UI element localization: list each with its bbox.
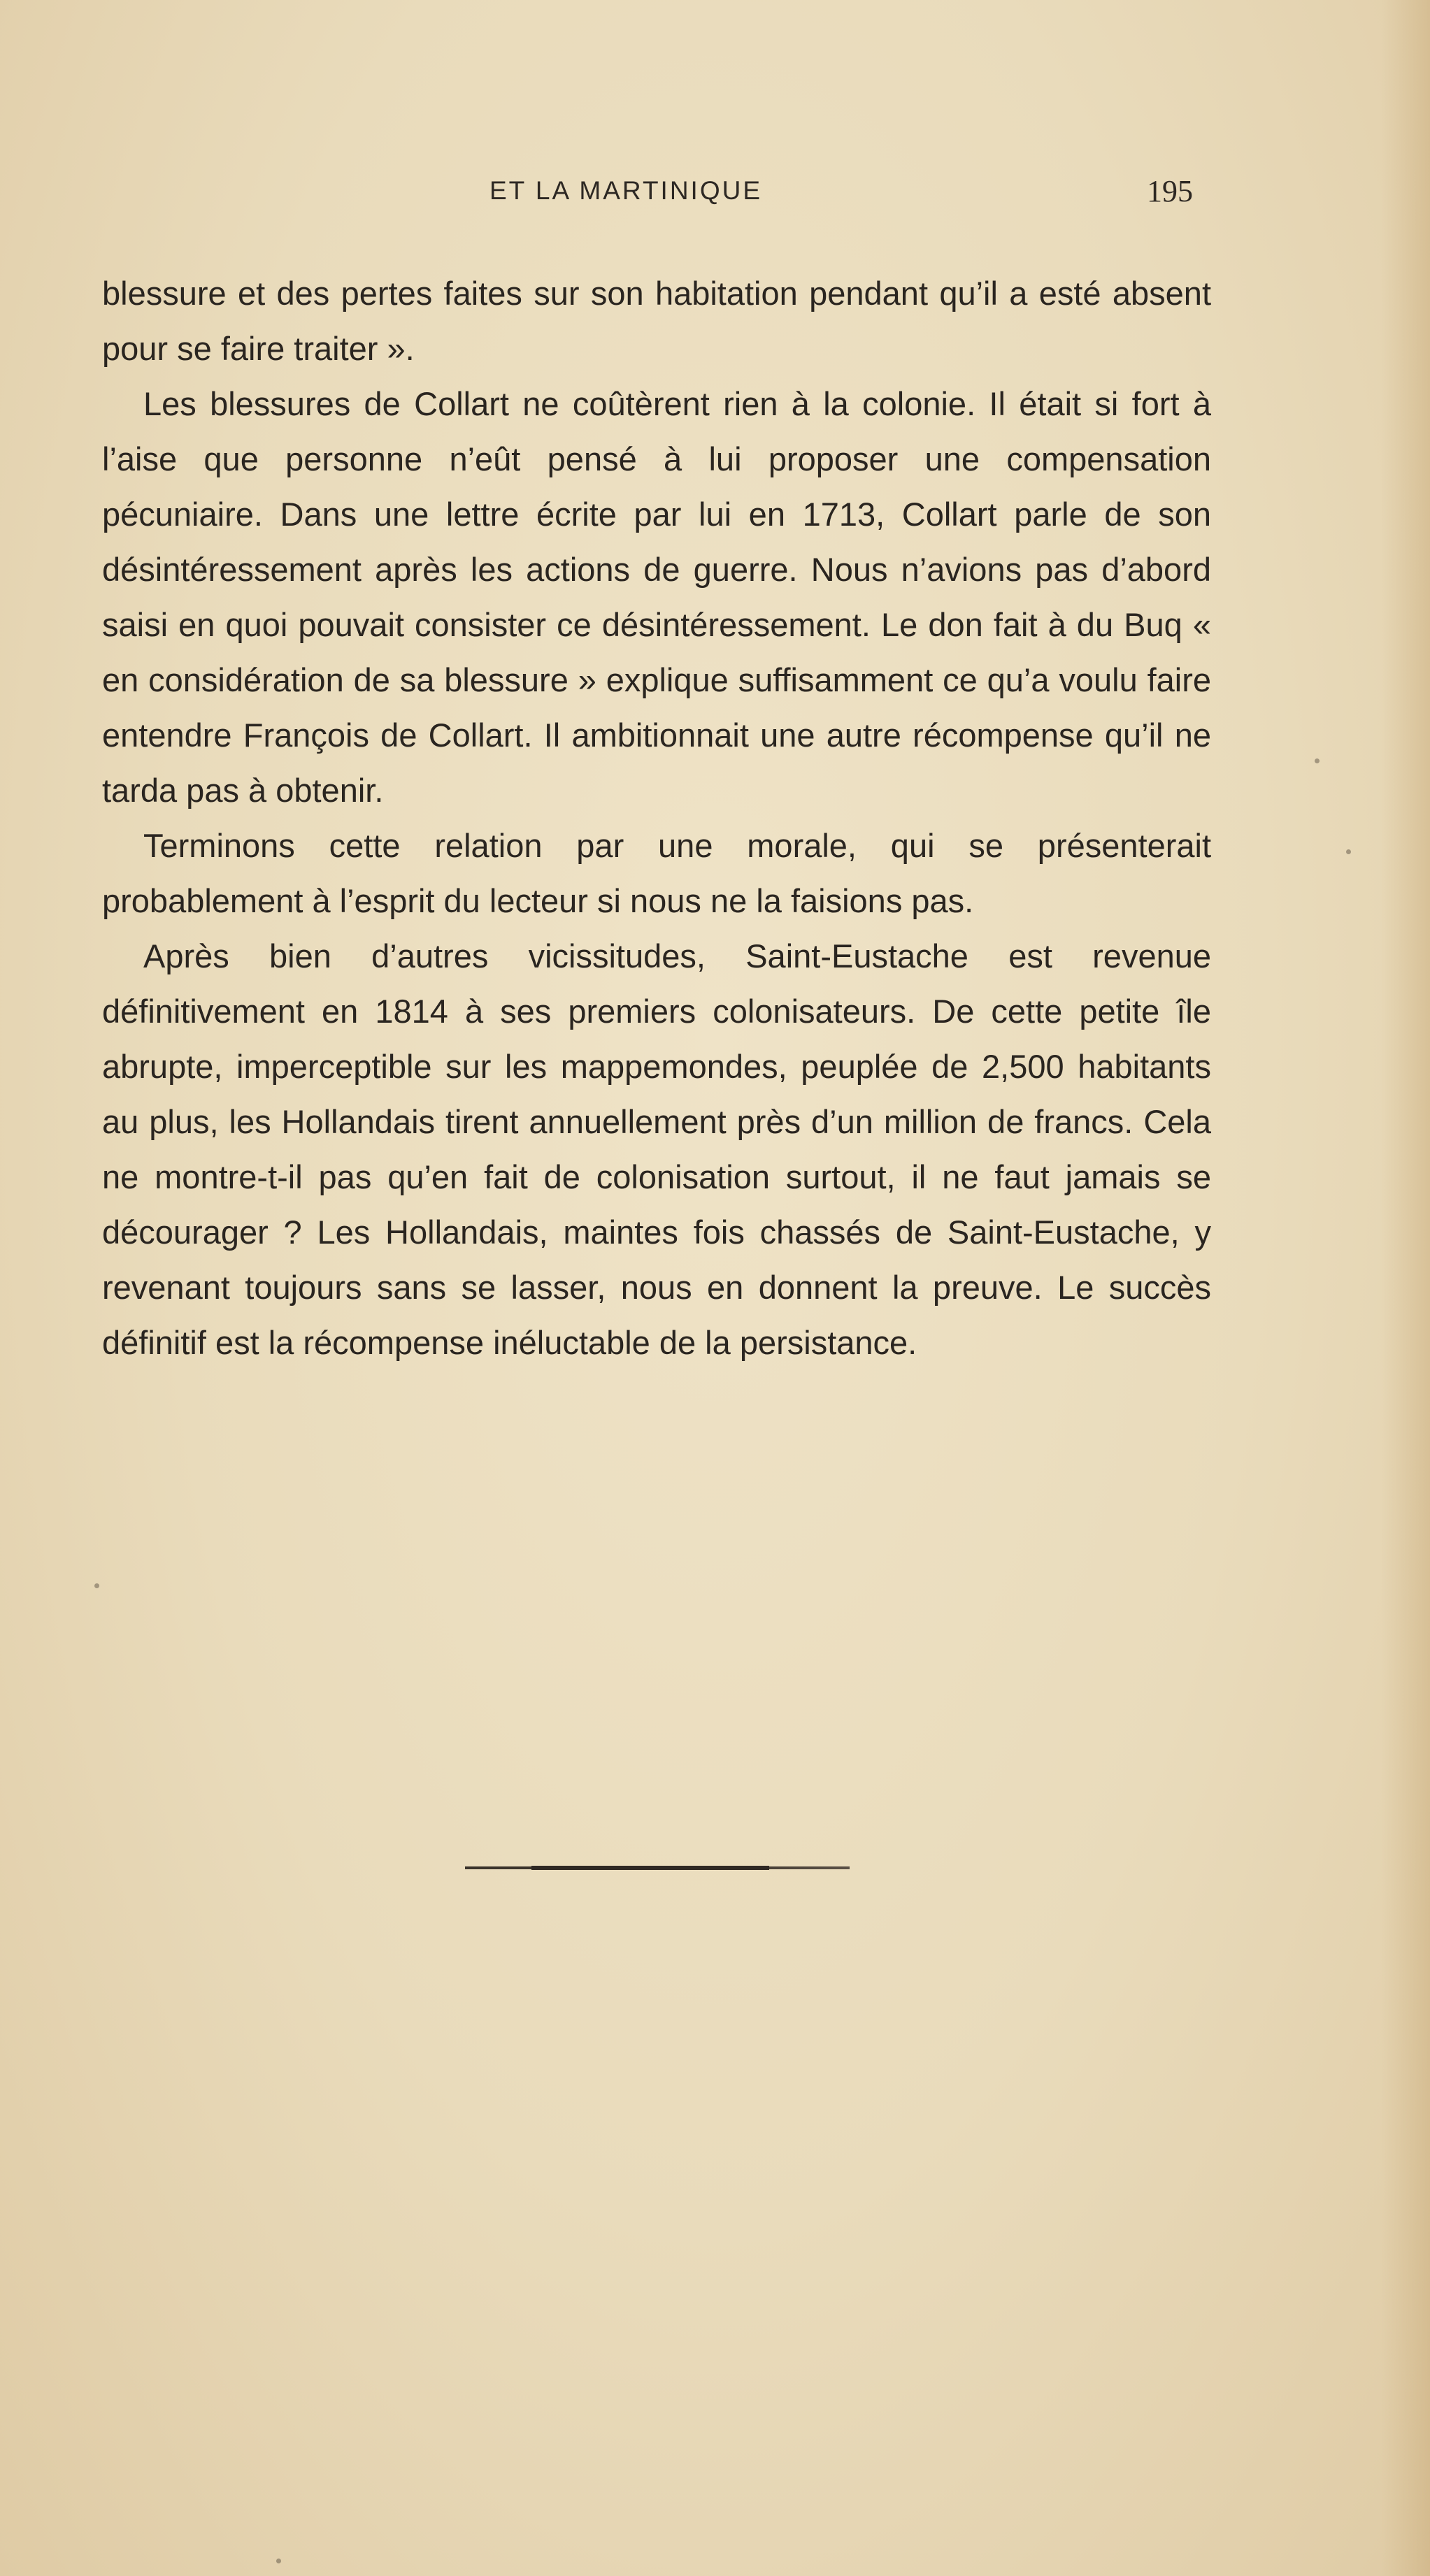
paragraph-collart-wounds: Les blessures de Collart ne coûtèrent rien à la colonie. Il était si fort à l’aise que personne n’eût pensé à lui proposer une compensation pécuniaire. Dans une lettre écrite par lui en 1713, Collart parle de son désintéressement après les actions de guerre. Nous n’avions pas d’abord saisi en quoi pouvait consister ce désintéressement. Le don fait à du Buq « en considération de sa blessure » explique suffisamment ce qu’a voulu faire entendre François de Collart. Il ambitionnait une autre récompense qu’il ne tarda pas à obtenir. xyxy=(102,385,1211,809)
paragraph-moral: Terminons cette relation par une morale, qui se présenterait probablement à l’esprit du lecteur si nous ne la faisions pas. xyxy=(102,827,1211,919)
paper-speck xyxy=(276,2559,281,2563)
paragraph-saint-eustache: Après bien d’autres vicissitudes, Saint-Eustache est revenue définitivement en 1814 à ses premiers colonisateurs. De cette petite île abrupte, imperceptible sur les mappemondes, peuplée de 2,500 habitants au plus, les Hollandais tirent annuellement près d’un million de francs. Cela ne montre-t-il pas qu’en fait de colonisation surtout, il ne faut jamais se décourager ? Les Hollandais, maintes fois chassés de Saint-Eustache, y revenant toujours sans se lasser, nous en donnent la preuve. Le succès définitif est la récompense inéluctable de la persistance. xyxy=(102,937,1211,1361)
running-head xyxy=(0,176,1430,218)
paper-speck xyxy=(1315,758,1320,763)
running-title: ET LA MARTINIQUE xyxy=(489,176,762,205)
paper-speck xyxy=(94,1583,99,1588)
body-text xyxy=(102,266,1211,1370)
paper-speck xyxy=(1346,849,1351,854)
page-number: 195 xyxy=(1147,174,1193,208)
chapter-end-rule xyxy=(465,1866,850,1869)
paragraph-continuation: blessure et des pertes faites sur son habitation pendant qu’il a esté absent pour se faire traiter ». xyxy=(102,275,1211,367)
